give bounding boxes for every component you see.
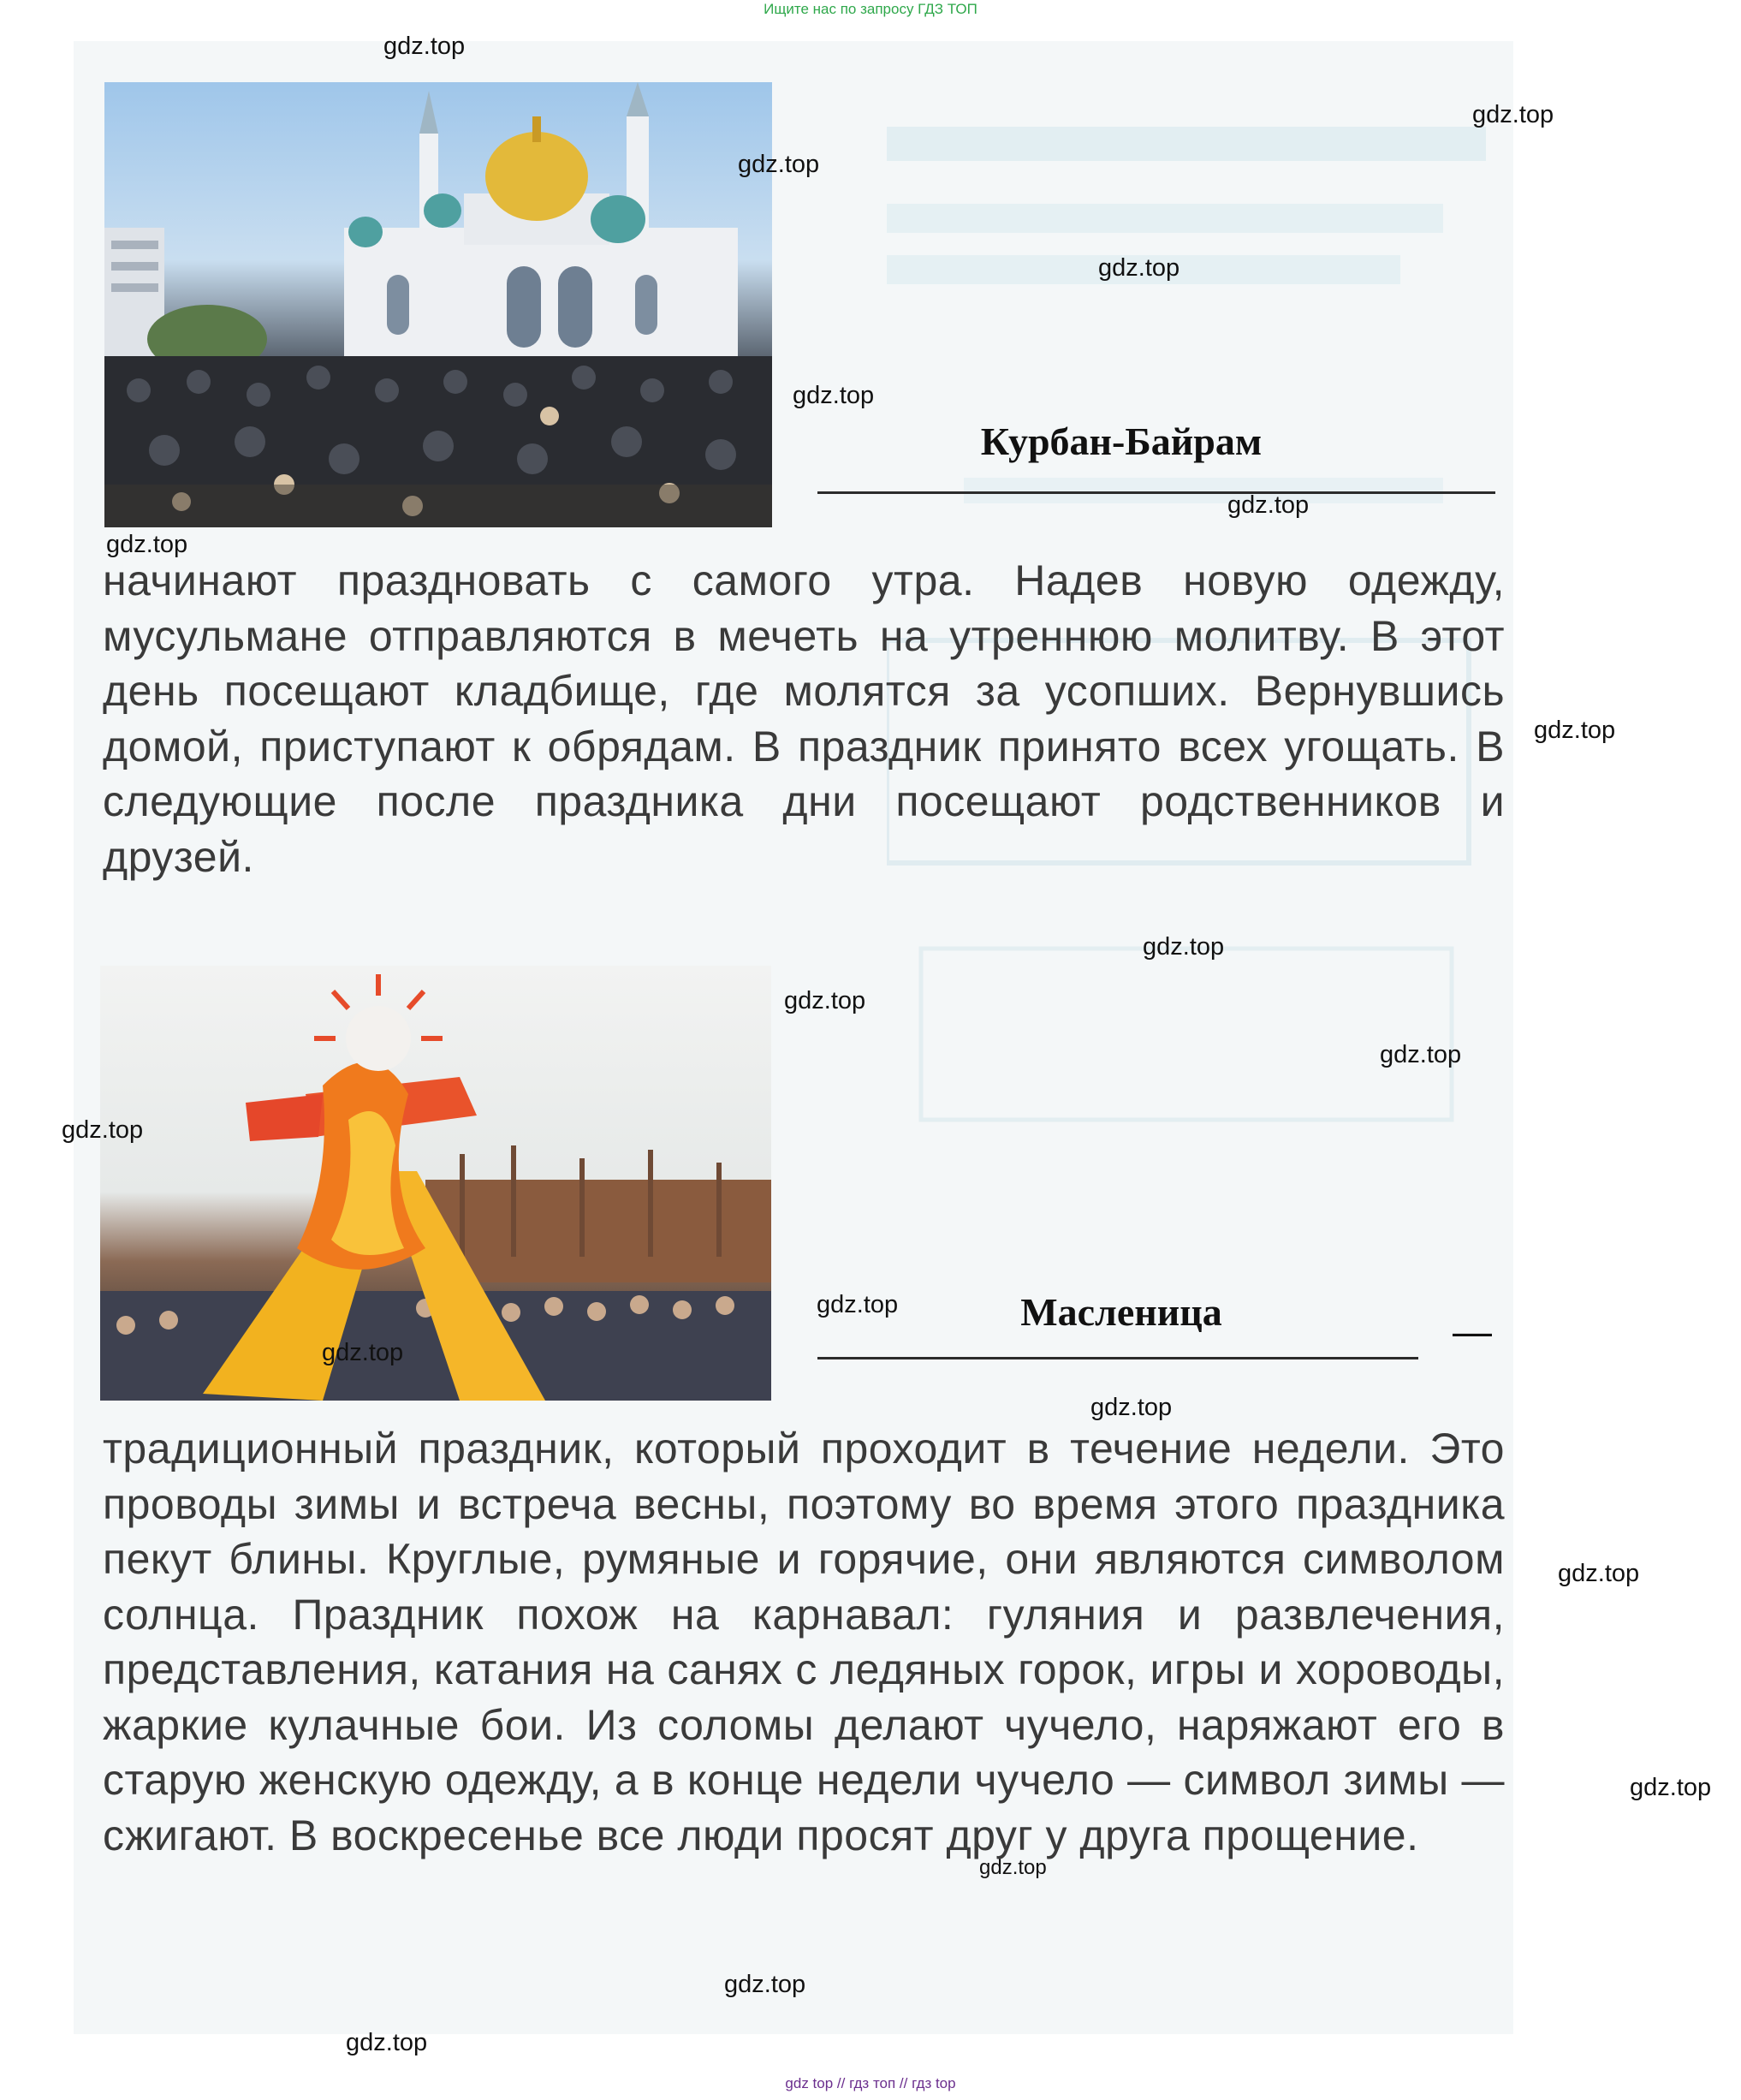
top-banner: Ищите нас по запросу ГДЗ ТОП — [764, 1, 977, 17]
watermark: gdz.top — [793, 382, 875, 409]
watermark: gdz.top — [979, 1856, 1047, 1879]
watermark: gdz.top — [322, 1339, 404, 1366]
mosque-photo — [104, 82, 772, 527]
watermark: gdz.top — [784, 987, 866, 1014]
watermark: gdz.top — [738, 151, 820, 178]
watermark: gdz.top — [1630, 1774, 1712, 1801]
watermark: gdz.top — [1380, 1041, 1462, 1068]
section-heading-kurban-bairam: Курбан-Байрам — [980, 419, 1263, 463]
heading-underline — [817, 491, 1495, 494]
footer-links: gdz top // гдз топ // гдз top — [785, 2075, 956, 2091]
watermark: gdz.top — [724, 1971, 806, 1998]
watermark: gdz.top — [1472, 101, 1554, 128]
watermark: gdz.top — [1227, 491, 1310, 519]
watermark: gdz.top — [1143, 933, 1225, 961]
watermark: gdz.top — [1534, 717, 1616, 744]
maslenitsa-description: традиционный праздник, который проходит в течение недели. Это проводы зимы и встреча весны, поэтому во время этого праздника пекут блины. Круглые, румяные и горячие, они являются символом солнца. Праздник похож на карнавал: гуляния и развлечения, представления, катания на санях с ледяных горок, игры и хороводы, жаркие кулачные бои. Из соломы делают чучело, наряжают его в старую женскую одежду, а в конце недели чучело — символ зимы — сжигают. В воскресенье все люди просят друг у друга прощение. — [103, 1425, 1505, 1859]
heading-dash: — — [1453, 1309, 1492, 1353]
maslenitsa-photo — [100, 966, 771, 1401]
watermark: gdz.top — [346, 2029, 428, 2056]
kurban-bairam-description: начинают праздновать с самого утра. Надев новую одежду, мусульмане отправляются в мечеть на утреннюю молитву. В этот день посещают кладбище, где молятся за усопших. Вернувшись домой, приступают к обрядам. В праздник принято всех угощать. В следующие после праздника дни посещают родственников и друзей. — [103, 556, 1505, 881]
watermark: gdz.top — [383, 33, 466, 60]
watermark: gdz.top — [817, 1291, 899, 1318]
watermark: gdz.top — [1090, 1394, 1173, 1421]
watermark: gdz.top — [1098, 254, 1180, 282]
watermark: gdz.top — [106, 531, 188, 558]
watermark: gdz.top — [62, 1116, 144, 1144]
section-heading-maslenitsa: Масленица — [1020, 1290, 1222, 1334]
heading-underline — [817, 1357, 1418, 1359]
watermark: gdz.top — [1558, 1560, 1640, 1587]
